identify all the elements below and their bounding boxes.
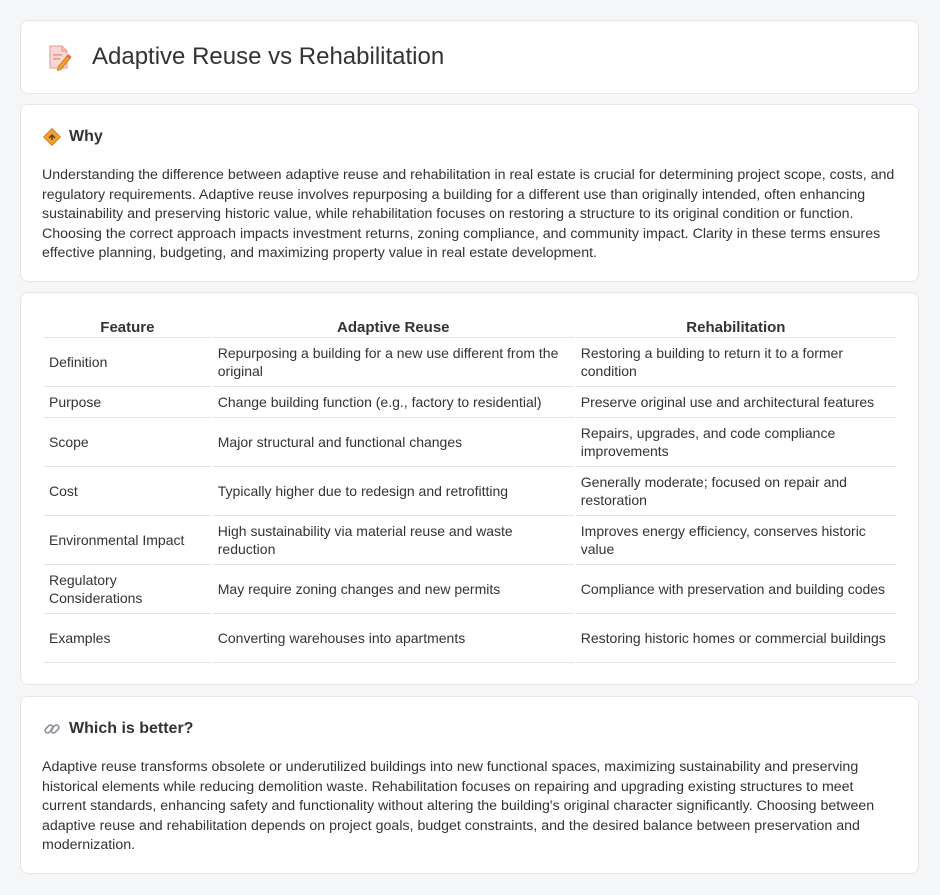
comparison-card (20, 292, 919, 685)
table-row (44, 338, 896, 387)
adaptive-reuse-cell: May require zoning changes and new permits (213, 565, 574, 614)
feature-cell: Regulatory Considerations (44, 565, 211, 614)
feature-cell: Definition (44, 338, 211, 387)
better-text: Adaptive reuse transforms obsolete or underutilized buildings into new functional spaces, maximizing sustainability and preserving historical elements while reducing demolition waste. Rehabilitation focuses on repairing and upgrading existing structures to meet current standards, enhancing safety and functionality without altering the building's original character significantly. Choosing between adaptive reuse and rehabilitation depends on project goals, budget constraints, and the desired balance between preservation and modernization. (42, 759, 875, 854)
comparison-table (42, 317, 898, 663)
feature-cell: Environmental Impact (44, 516, 211, 565)
adaptive-reuse-cell: Change building function (e.g., factory to residential) (213, 387, 574, 418)
table-row (44, 565, 896, 614)
why-text: Understanding the difference between adaptive reuse and rehabilitation in real estate is crucial for determining project scope, costs, and regulatory requirements. Adaptive reuse involves repurposing a building for a different use than originally intended, often enhancing sustainability and preserving historic value, while rehabilitation focuses on restoring a structure to its original condition or function. Choosing the correct approach impacts investment returns, zoning compliance, and community impact. Clarity in these terms ensures effective planning, budgeting, and maximizing property value in real estate development. (42, 167, 895, 262)
table-row (44, 418, 896, 467)
better-heading: Which is better? (69, 720, 194, 737)
feature-cell: Scope (44, 418, 211, 467)
link-icon (43, 720, 61, 738)
table-row (44, 614, 896, 663)
rehabilitation-cell: Restoring a building to return it to a former condition (576, 338, 896, 387)
feature-cell: Cost (44, 467, 211, 516)
rehabilitation-cell: Compliance with preservation and building codes (576, 565, 896, 614)
feature-cell: Examples (44, 614, 211, 663)
adaptive-reuse-cell: Major structural and functional changes (213, 418, 574, 467)
which-is-better-card (20, 696, 919, 874)
adaptive-reuse-cell: Repurposing a building for a new use different from the original (213, 338, 574, 387)
better-heading-row (43, 720, 193, 738)
document-pencil-icon (45, 43, 73, 71)
table-row (44, 387, 896, 418)
title-row (45, 43, 444, 71)
why-heading-row (43, 128, 103, 146)
page-title: Adaptive Reuse vs Rehabilitation (92, 43, 445, 70)
rehabilitation-cell: Preserve original use and architectural features (576, 387, 896, 418)
road-sign-icon (43, 128, 61, 146)
feature-cell: Purpose (44, 387, 211, 418)
table-row (44, 467, 896, 516)
rehabilitation-cell: Repairs, upgrades, and code compliance improvements (576, 418, 896, 467)
header-adaptive-reuse: Adaptive Reuse (213, 317, 574, 338)
header-card (20, 20, 919, 94)
rehabilitation-cell: Generally moderate; focused on repair and restoration (576, 467, 896, 516)
adaptive-reuse-cell: Converting warehouses into apartments (213, 614, 574, 663)
table-header-row (44, 317, 896, 338)
header-rehabilitation: Rehabilitation (576, 317, 896, 338)
table-row (44, 516, 896, 565)
adaptive-reuse-cell: Typically higher due to redesign and retrofitting (213, 467, 574, 516)
why-card (20, 104, 919, 282)
why-heading: Why (69, 128, 103, 145)
rehabilitation-cell: Restoring historic homes or commercial buildings (576, 614, 896, 663)
rehabilitation-cell: Improves energy efficiency, conserves historic value (576, 516, 896, 565)
header-feature: Feature (44, 317, 211, 338)
adaptive-reuse-cell: High sustainability via material reuse and waste reduction (213, 516, 574, 565)
